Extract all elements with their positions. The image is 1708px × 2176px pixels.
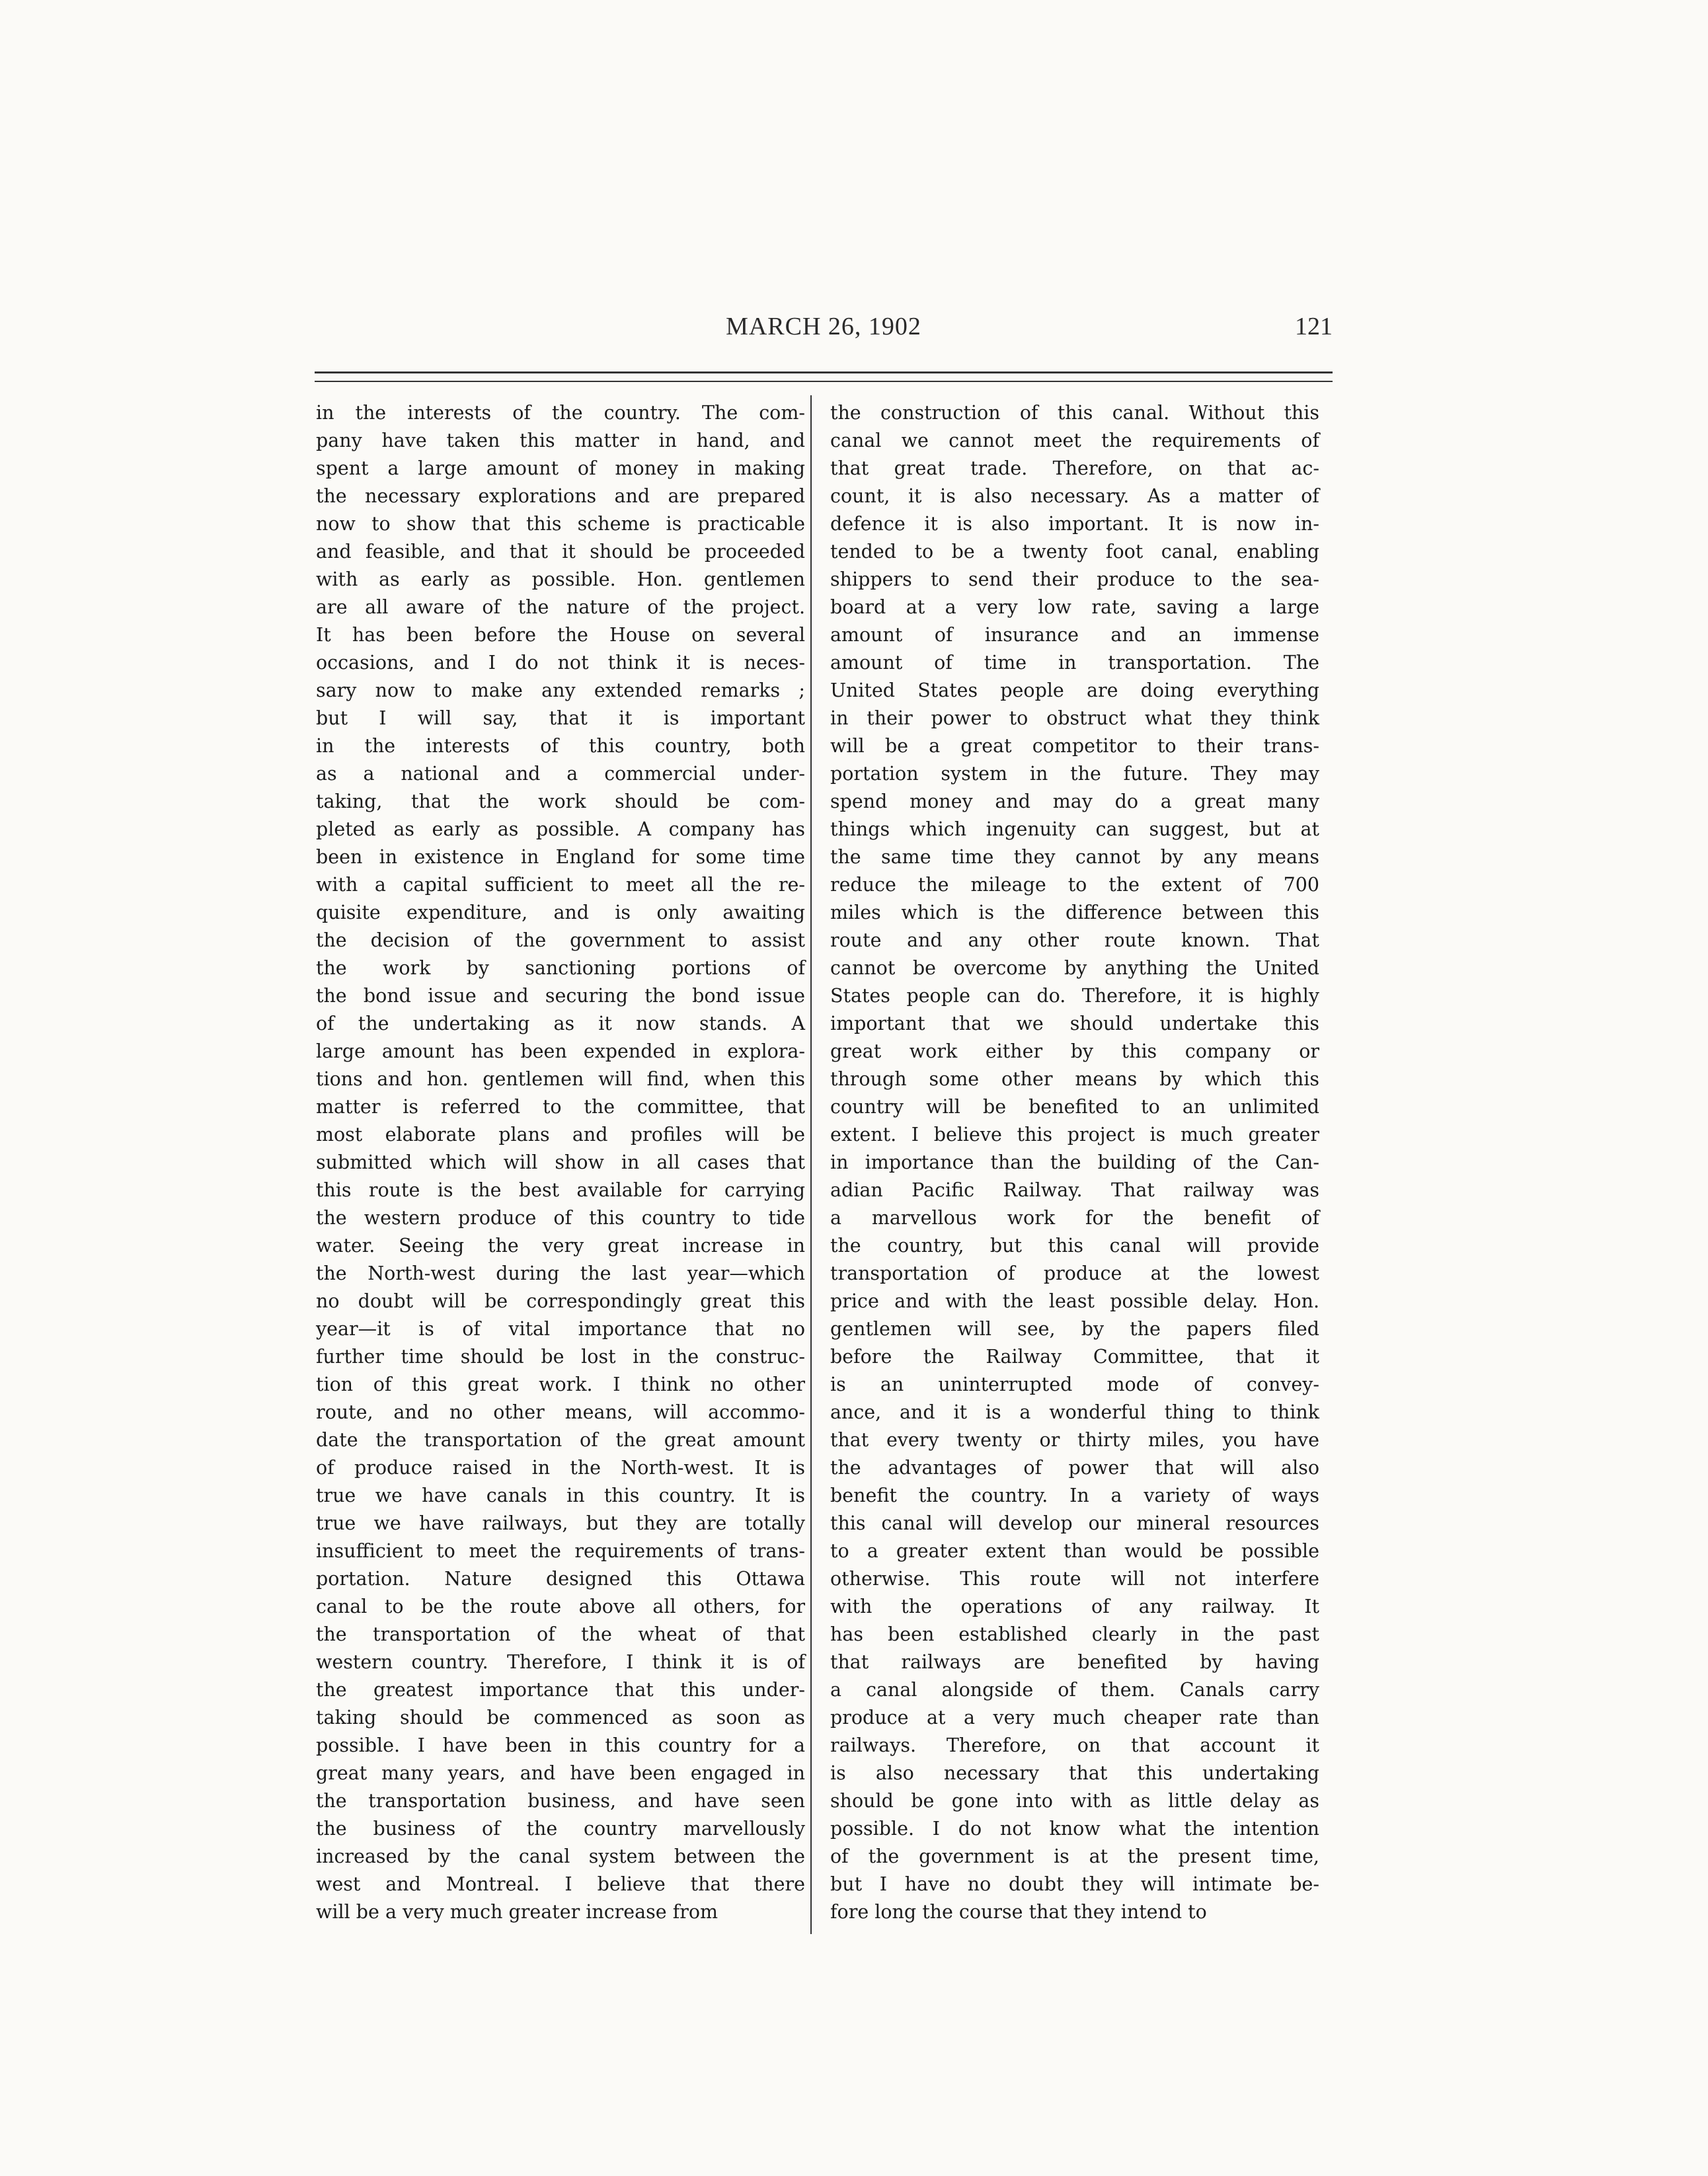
text-line: most elaborate plans and profiles will be — [316, 1124, 805, 1146]
text-line: railways. Therefore, on that account it — [830, 1734, 1319, 1756]
page-date: MARCH 26, 1902 — [726, 313, 921, 340]
text-line: transportation of produce at the lowest — [830, 1263, 1319, 1284]
text-line: spent a large amount of money in making — [316, 457, 805, 479]
text-line: in importance than the building of the Can- — [830, 1151, 1319, 1173]
text-line: no doubt will be correspondingly great this — [316, 1290, 805, 1312]
text-line: water. Seeing the very great increase in — [316, 1235, 805, 1257]
text-line: the business of the country marvellously — [316, 1818, 805, 1840]
text-line: the western produce of this country to tide — [316, 1207, 805, 1229]
text-line: sary now to make any extended remarks ; — [316, 680, 805, 701]
text-line: true we have railways, but they are totally — [316, 1512, 805, 1534]
text-line: before the Railway Committee, that it — [830, 1346, 1319, 1368]
text-line: the bond issue and securing the bond issue — [316, 985, 805, 1007]
text-line: spend money and may do a great many — [830, 791, 1319, 812]
text-line: extent. I believe this project is much greater — [830, 1124, 1319, 1146]
text-line: count, it is also necessary. As a matter of — [830, 485, 1319, 507]
text-line: should be gone into with as little delay as — [830, 1790, 1319, 1812]
text-line: canal to be the route above all others, for — [316, 1596, 805, 1617]
text-line: great many years, and have been engaged in — [316, 1762, 805, 1784]
text-line: shippers to send their produce to the sea- — [830, 568, 1319, 590]
text-line: in the interests of the country. The com- — [316, 402, 805, 424]
text-line: true we have canals in this country. It is — [316, 1485, 805, 1506]
text-line: with a capital sufficient to meet all the re- — [316, 874, 805, 896]
text-line: submitted which will show in all cases that — [316, 1151, 805, 1173]
text-line: country will be benefited to an unlimited — [830, 1096, 1319, 1118]
text-line: important that we should undertake this — [830, 1013, 1319, 1034]
text-line: canal we cannot meet the requirements of — [830, 430, 1319, 451]
text-line: gentlemen will see, by the papers filed — [830, 1318, 1319, 1340]
text-line: date the transportation of the great amount — [316, 1429, 805, 1451]
text-line: the transportation of the wheat of that — [316, 1623, 805, 1645]
text-line: amount of insurance and an immense — [830, 624, 1319, 646]
text-line: fore long the course that they intend to — [830, 1901, 1207, 1923]
text-line: but I have no doubt they will intimate be- — [830, 1873, 1319, 1895]
text-line: pleted as early as possible. A company has — [316, 818, 805, 840]
text-line: tions and hon. gentlemen will find, when this — [316, 1068, 805, 1090]
text-line: reduce the mileage to the extent of 700 — [830, 874, 1319, 896]
text-line: this route is the best available for carrying — [316, 1179, 805, 1201]
text-line: that great trade. Therefore, on that ac- — [830, 457, 1319, 479]
header-rule-bottom — [315, 381, 1333, 382]
text-line: portation. Nature designed this Ottawa — [316, 1568, 805, 1590]
text-line: with the operations of any railway. It — [830, 1596, 1319, 1617]
text-line: route and any other route known. That — [830, 929, 1319, 951]
text-line: west and Montreal. I believe that there — [316, 1873, 805, 1895]
text-line: the advantages of power that will also — [830, 1457, 1319, 1479]
text-line: of the undertaking as it now stands. A — [316, 1013, 805, 1034]
text-line: board at a very low rate, saving a large — [830, 596, 1319, 618]
text-line: been in existence in England for some time — [316, 846, 805, 868]
text-line: the construction of this canal. Without this — [830, 402, 1319, 424]
text-line: in their power to obstruct what they think — [830, 707, 1319, 729]
text-line: of the government is at the present time, — [830, 1846, 1319, 1867]
text-line: ance, and it is a wonderful thing to think — [830, 1401, 1319, 1423]
text-line: is an uninterrupted mode of convey- — [830, 1374, 1319, 1395]
text-line: possible. I do not know what the intention — [830, 1818, 1319, 1840]
text-line: increased by the canal system between the — [316, 1846, 805, 1867]
right-column — [830, 399, 1319, 1926]
text-line: benefit the country. In a variety of ways — [830, 1485, 1319, 1506]
text-line: further time should be lost in the construc- — [316, 1346, 805, 1368]
text-line: will be a great competitor to their trans- — [830, 735, 1319, 757]
text-line: the North-west during the last year—which — [316, 1263, 805, 1284]
text-line: western country. Therefore, I think it is of — [316, 1651, 805, 1673]
text-line: a marvellous work for the benefit of — [830, 1207, 1319, 1229]
page-number: 121 — [1295, 313, 1333, 340]
text-line: the transportation business, and have seen — [316, 1790, 805, 1812]
text-line: is also necessary that this undertaking — [830, 1762, 1319, 1784]
text-line: the same time they cannot by any means — [830, 846, 1319, 868]
text-line: United States people are doing everything — [830, 680, 1319, 701]
text-line: large amount has been expended in explora- — [316, 1040, 805, 1062]
text-line: taking, that the work should be com- — [316, 791, 805, 812]
text-line: that every twenty or thirty miles, you have — [830, 1429, 1319, 1451]
text-line: but I will say, that it is important — [316, 707, 805, 729]
text-line: the greatest importance that this under- — [316, 1679, 805, 1701]
text-line: produce at a very much cheaper rate than — [830, 1707, 1319, 1729]
text-line: will be a very much greater increase from — [316, 1901, 718, 1923]
text-line: price and with the least possible delay. Hon. — [830, 1290, 1319, 1312]
text-line: tended to be a twenty foot canal, enabling — [830, 541, 1319, 563]
text-line: things which ingenuity can suggest, but at — [830, 818, 1319, 840]
text-line: has been established clearly in the past — [830, 1623, 1319, 1645]
header-rule-top — [315, 371, 1333, 373]
text-line: cannot be overcome by anything the United — [830, 957, 1319, 979]
left-column — [316, 399, 805, 1926]
text-line: amount of time in transportation. The — [830, 652, 1319, 674]
text-line: tion of this great work. I think no other — [316, 1374, 805, 1395]
text-line: occasions, and I do not think it is neces- — [316, 652, 805, 674]
text-line: in the interests of this country, both — [316, 735, 805, 757]
text-line: through some other means by which this — [830, 1068, 1319, 1090]
text-line: and feasible, and that it should be proceeded — [316, 541, 805, 563]
text-line: matter is referred to the committee, that — [316, 1096, 805, 1118]
text-line: the decision of the government to assist — [316, 929, 805, 951]
page-header — [315, 312, 1333, 352]
text-line: to a greater extent than would be possible — [830, 1540, 1319, 1562]
text-line: pany have taken this matter in hand, and — [316, 430, 805, 451]
text-line: great work either by this company or — [830, 1040, 1319, 1062]
text-line: route, and no other means, will accommo- — [316, 1401, 805, 1423]
text-line: of produce raised in the North-west. It is — [316, 1457, 805, 1479]
text-line: year—it is of vital importance that no — [316, 1318, 805, 1340]
text-line: the country, but this canal will provide — [830, 1235, 1319, 1257]
text-line: that railways are benefited by having — [830, 1651, 1319, 1673]
text-line: defence it is also important. It is now in- — [830, 513, 1319, 535]
text-line: miles which is the difference between this — [830, 902, 1319, 923]
text-line: are all aware of the nature of the project. — [316, 596, 805, 618]
text-line: possible. I have been in this country for a — [316, 1734, 805, 1756]
text-line: this canal will develop our mineral resources — [830, 1512, 1319, 1534]
text-line: with as early as possible. Hon. gentlemen — [316, 568, 805, 590]
text-line: the work by sanctioning portions of — [316, 957, 805, 979]
text-line: portation system in the future. They may — [830, 763, 1319, 785]
text-line: taking should be commenced as soon as — [316, 1707, 805, 1729]
text-line: a canal alongside of them. Canals carry — [830, 1679, 1319, 1701]
text-line: It has been before the House on several — [316, 624, 805, 646]
text-line: quisite expenditure, and is only awaiting — [316, 902, 805, 923]
text-line: adian Pacific Railway. That railway was — [830, 1179, 1319, 1201]
text-line: otherwise. This route will not interfere — [830, 1568, 1319, 1590]
text-line: States people can do. Therefore, it is highly — [830, 985, 1319, 1007]
text-line: insufficient to meet the requirements of trans- — [316, 1540, 805, 1562]
text-line: the necessary explorations and are prepared — [316, 485, 805, 507]
text-line: now to show that this scheme is practicable — [316, 513, 805, 535]
column-divider — [810, 395, 812, 1934]
text-line: as a national and a commercial under- — [316, 763, 805, 785]
